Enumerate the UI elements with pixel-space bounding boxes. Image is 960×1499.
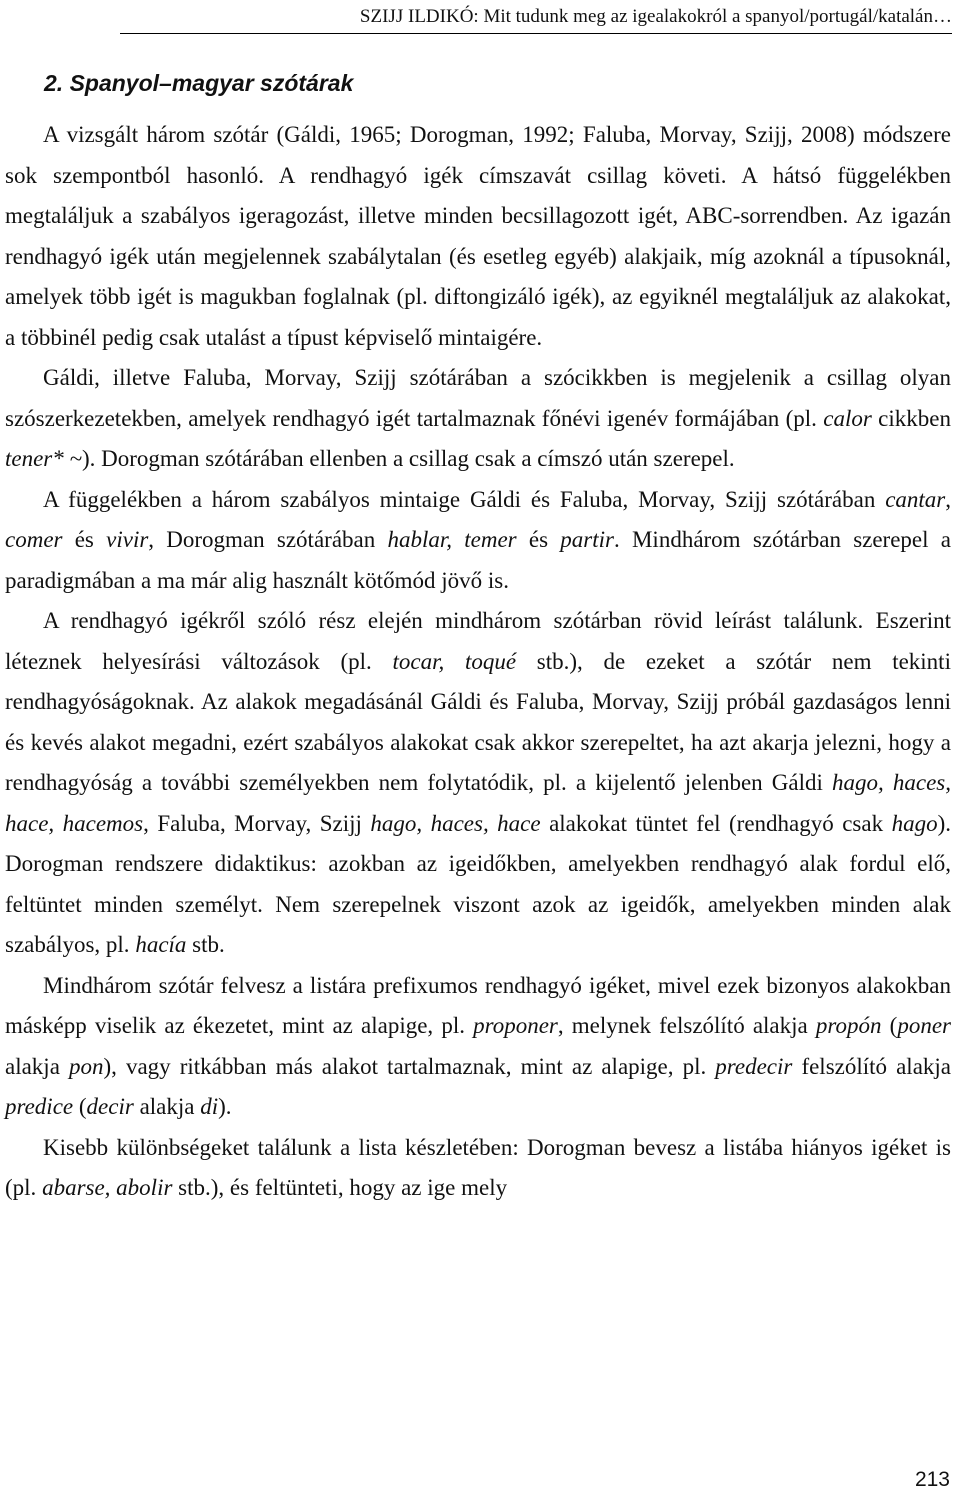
text-run: stb. xyxy=(186,932,225,957)
italic-term: hago xyxy=(891,810,938,836)
text-run: stb.), de ezeket a szótár nem tekinti rendhagyóságoknak. Az alakok megadásánál Gáldi és Faluba, Morvay, Szijj próbál gazdaságos lenni és kevés alakot megadni, ezért szabályos alakokat csak akkor szerepeltet, ha azt akarja jelezni, hogy a rendhagyóság a további személyekben nem folytatódik, pl. a kijelentő jelenben Gáldi xyxy=(5,648,951,795)
text-run: A rendhagyó igékről szóló rész elején mindhárom szótárban rövid leírást találunk. Eszerint léteznek helyesírási változások (pl. xyxy=(5,608,951,674)
header-author-given-name: LDIKÓ xyxy=(414,6,474,27)
text-run: Kisebb különbségeket találunk a lista készletében: Dorogman bevesz a listába hiányos igéket is (pl. xyxy=(5,1134,951,1200)
page-number: 213 xyxy=(914,1468,950,1491)
italic-term: hacía xyxy=(135,932,187,957)
italic-term: predecir xyxy=(715,1053,793,1079)
paragraph-4 xyxy=(5,601,951,966)
italic-term: hablar, temer xyxy=(387,527,517,552)
header-author-initial: S xyxy=(359,6,371,27)
text-run: ). Dorogman rendszere didaktikus: azokban az igeidőkben, amelyekben rendhagyó alak fordul elő, feltüntet minden személyt. Nem szerepelnek viszont azok az igeidők, amelyekben minden alak szabályos, pl. xyxy=(5,810,951,957)
text-run: stb.), és feltünteti, hogy az ige mely xyxy=(172,1175,508,1200)
text-run: cikkben xyxy=(871,405,951,431)
text-run: alakokat tüntet fel (rendhagyó csak xyxy=(540,810,892,836)
italic-term: hago, haces, hace xyxy=(370,810,541,836)
text-run: , Faluba, Morvay, Szijj xyxy=(143,810,371,836)
text-run: , Dorogman szótárában xyxy=(148,527,388,552)
header-title: : Mit tudunk meg az igealakokról a spanyol/portugál/katalán… xyxy=(473,6,952,27)
text-run: , melynek felszólító alakja xyxy=(557,1013,816,1038)
header-author-given-initial: I xyxy=(403,6,415,27)
text-run: alakja xyxy=(5,1053,69,1079)
paragraph-5 xyxy=(5,966,951,1128)
text-run: Gáldi, illetve Faluba, Morvay, Szijj szótárában a szócikkben is megjelenik a csillag olyan szószerkezetekben, amelyek rendhagyó igét tartalmaznak főnévi igenév formájában (pl. xyxy=(5,365,951,431)
header-author-surname: ZIJJ xyxy=(370,6,404,27)
italic-term: poner xyxy=(897,1013,951,1038)
italic-term: partir xyxy=(560,527,614,552)
italic-term: decir xyxy=(86,1094,134,1119)
text-run: A vizsgált három szótár (Gáldi, 1965; Dorogman, 1992; Faluba, Morvay, Szijj, 2008) módszere sok szempontból hasonló. A rendhagyó igék címszavát csillag követi. A hátsó függelékben megtaláljuk a szabályos igeragozást, illetve minden becsillagozott igét, ABC-sorrendben. Az igazán rendhagyó igék után megjelennek szabálytalan (és esetleg egyéb) alakjaik, míg azoknál a típusoknál, amelyek több igét is magukban foglalnak (pl. diftongizáló igék), az egyiknél megtaláljuk az alakokat, a többinél pedig csak utalást a típust képviselő mintaigére. xyxy=(5,122,951,350)
text-run: és xyxy=(62,527,107,552)
text-run: ( xyxy=(73,1094,87,1119)
text-run: A függelékben a három szabályos mintaige Gáldi és Faluba, Morvay, Szijj szótárában xyxy=(43,486,886,512)
paragraph-1 xyxy=(5,115,951,358)
text-run: és xyxy=(516,527,561,552)
italic-term: tener* ~ xyxy=(5,446,82,471)
italic-term: comer xyxy=(5,527,63,552)
text-run: , xyxy=(945,486,951,512)
italic-term: abarse, abolir xyxy=(42,1175,173,1200)
paragraph-2 xyxy=(5,358,951,480)
text-run: . Mindhárom szótárban szerepel a paradigmában a ma már alig használt kötőmód jövő is. xyxy=(5,527,951,593)
text-run: felszólító alakja xyxy=(792,1053,952,1079)
text-run: Mindhárom szótár felvesz a listára prefixumos rendhagyó igéket, mivel ezek bizonyos alakokban másképp viselik az ékezetet, mint az alapige, pl. xyxy=(5,972,951,1038)
italic-term: vivir xyxy=(106,527,149,552)
text-run: ), vagy ritkábban más alakot tartalmaznak, mint az alapige, pl. xyxy=(103,1053,716,1079)
italic-term: calor xyxy=(823,405,872,431)
italic-term: propón xyxy=(815,1013,882,1038)
body-text xyxy=(5,115,951,1209)
italic-term: hago, haces, hace, hacemos xyxy=(5,770,951,836)
running-header xyxy=(120,6,952,34)
italic-term: proponer xyxy=(473,1013,558,1038)
paragraph-3 xyxy=(5,480,951,602)
text-run: ( xyxy=(881,1013,898,1038)
text-run: ). xyxy=(218,1094,232,1119)
section-title: 2. Spanyol–magyar szótárak xyxy=(44,70,354,96)
italic-term: cantar xyxy=(885,486,946,512)
paragraph-6 xyxy=(5,1128,951,1209)
italic-term: tocar, toqué xyxy=(392,648,517,674)
italic-term: pon xyxy=(68,1053,104,1079)
text-run: alakja xyxy=(133,1094,201,1119)
text-run: ). Dorogman szótárában ellenben a csillag csak a címszó után szerepel. xyxy=(81,446,735,471)
italic-term: predice xyxy=(5,1094,74,1119)
italic-term: di xyxy=(200,1094,219,1119)
